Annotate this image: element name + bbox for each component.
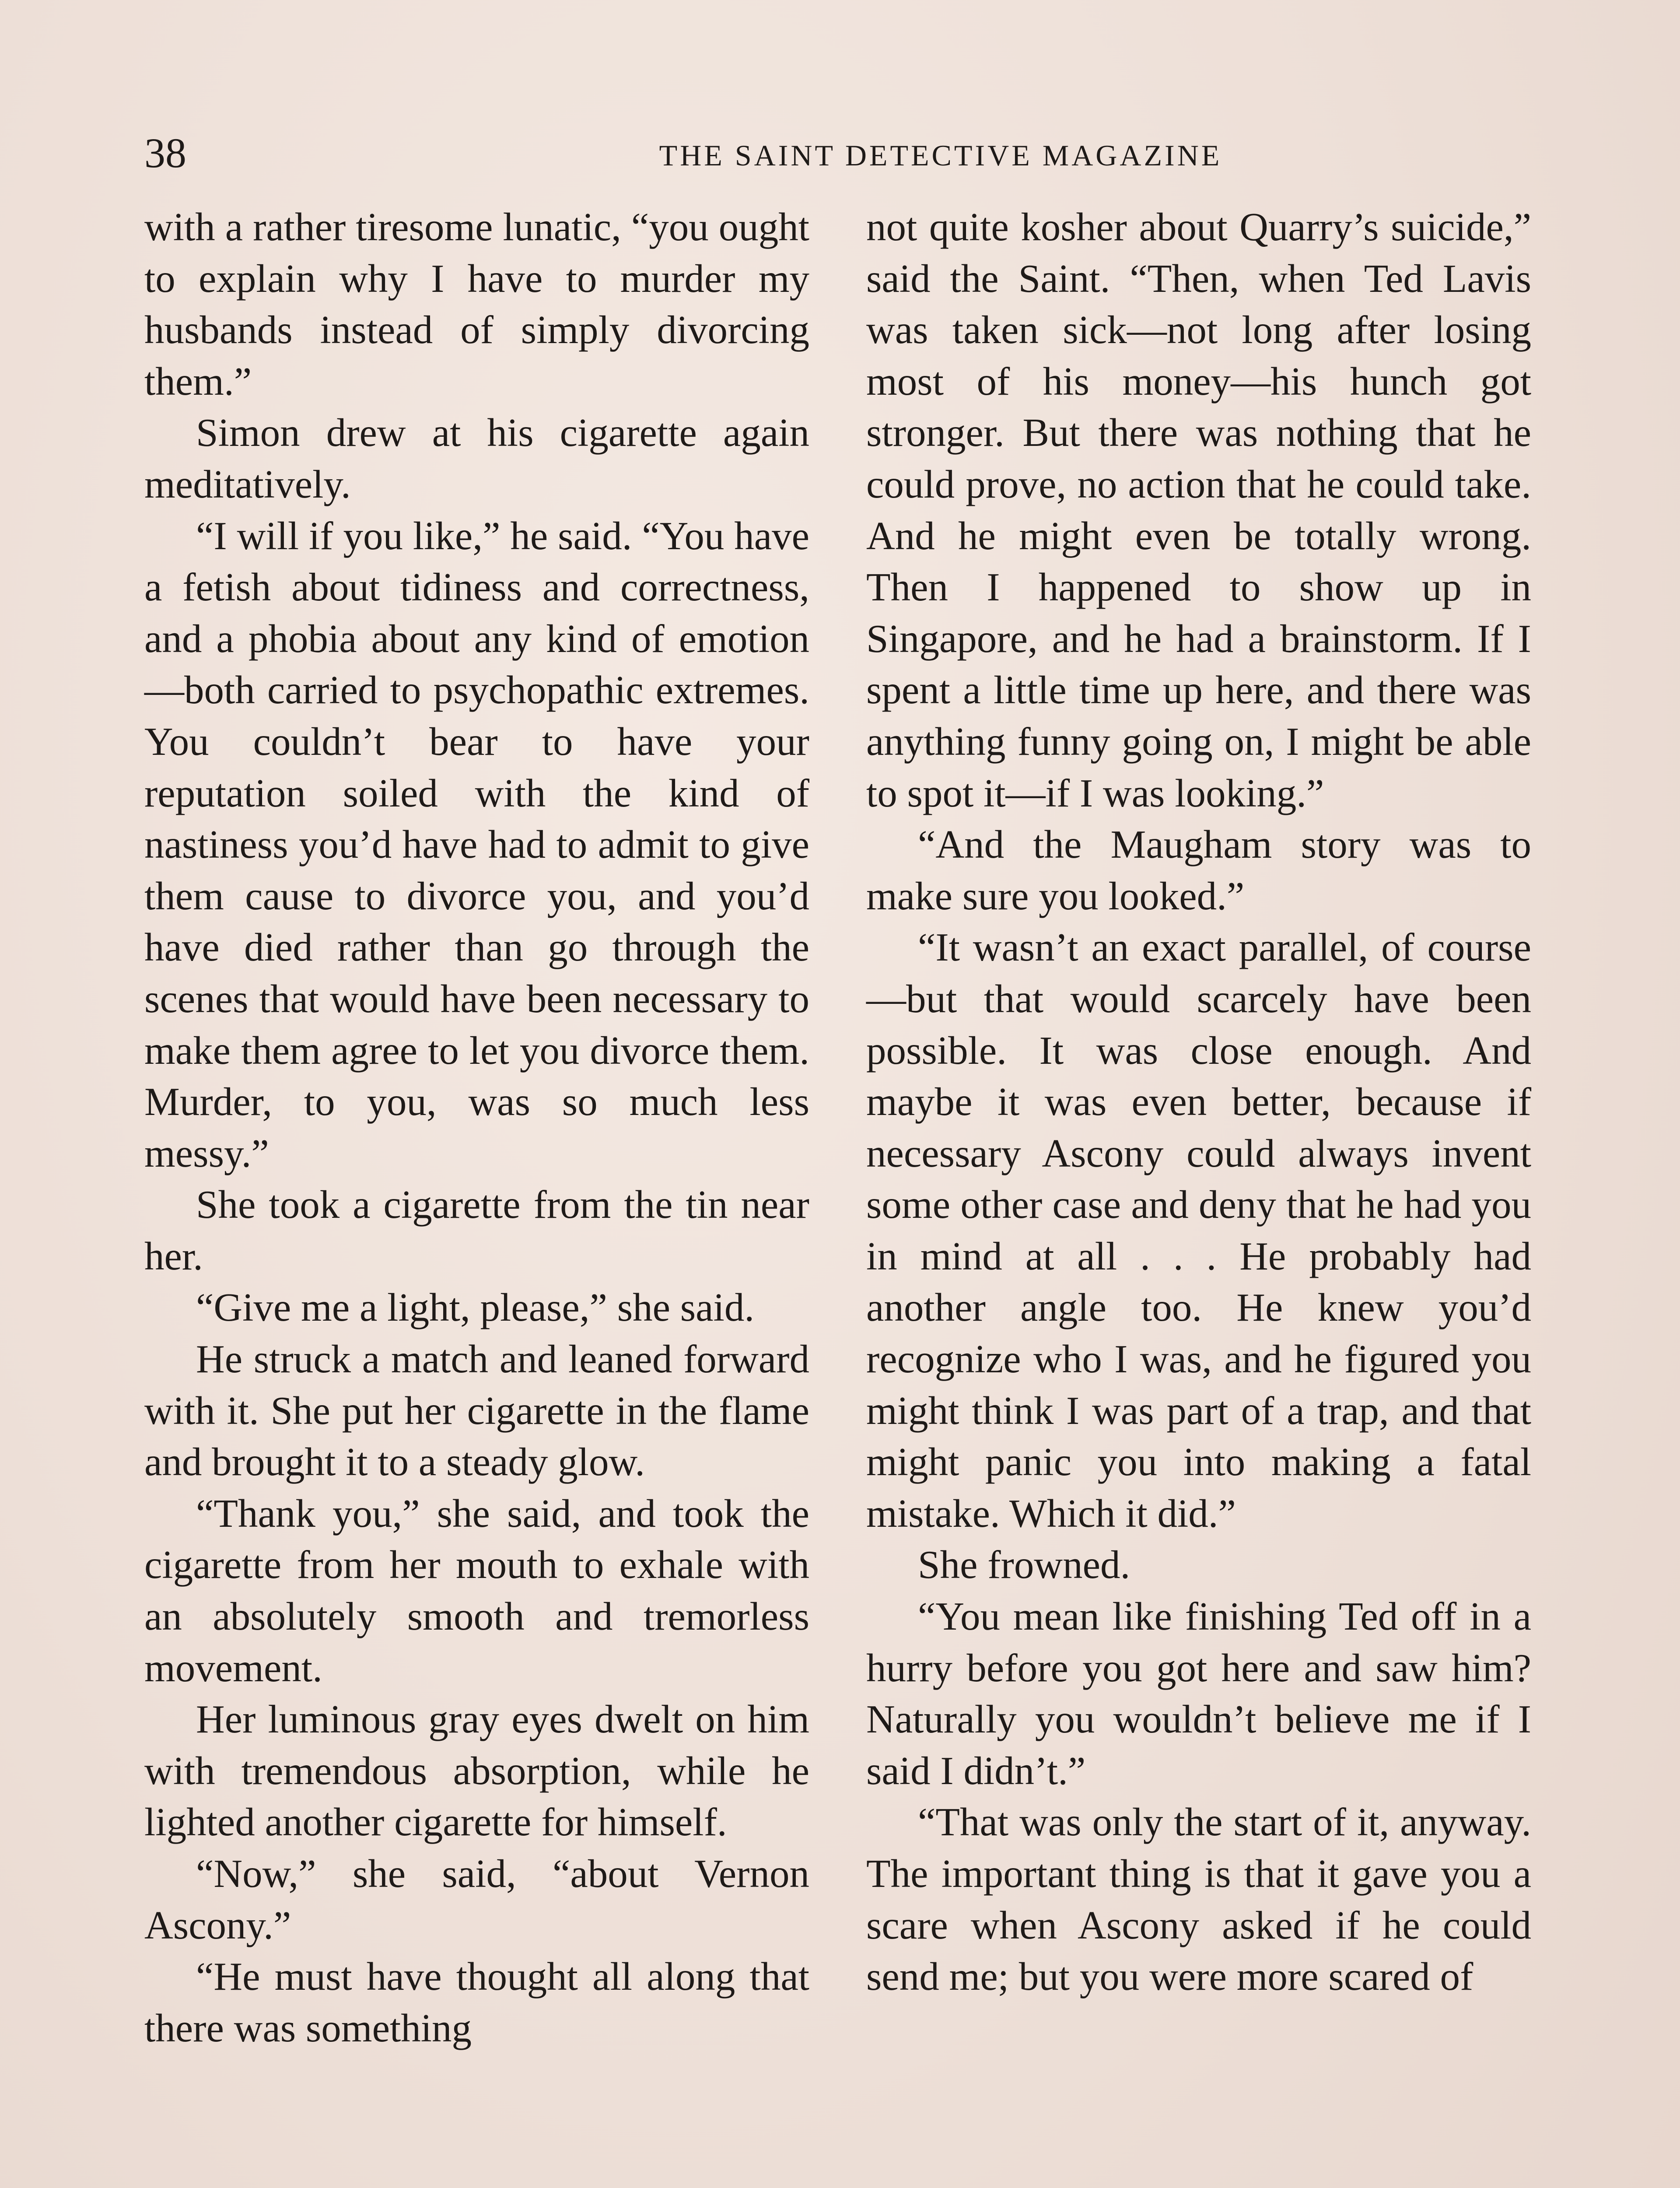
paragraph: “He must have thought all along that there was something xyxy=(144,1954,809,2050)
running-head: THE SAINT DETECTIVE MAGAZINE xyxy=(659,139,1222,172)
paragraph: “It wasn’t an exact parallel, of course—but that would scarcely have been possible. It was close enough. And maybe it was even better, because if necessary Ascony could always invent some other case and deny that he had you in mind at all . . . He probably had another angle too. He knew you’d recognize who I was, and he figured you might think I was part of a trap, and that might panic you into making a fatal mistake. Which it did.” xyxy=(866,925,1531,1536)
paragraph: not quite kosher about Quarry’s suicide,” said the Saint. “Then, when Ted Lavis was taken sick—not long after losing most of his money—his hunch got stronger. But there was nothing that he could prove, no action that he could take. And he might even be totally wrong. Then I happened to show up in Singapore, and he had a brainstorm. If I spent a little time up here, and there was anything funny going on, I might be able to spot it—if I was looking.” xyxy=(866,205,1531,815)
paragraph: Her luminous gray eyes dwelt on him with tremendous absorption, while he lighted another cigarette for himself. xyxy=(144,1697,809,1844)
paragraph: Simon drew at his cigarette again meditatively. xyxy=(144,410,809,506)
right-text-column xyxy=(866,201,1531,2002)
paragraph: with a rather tiresome lunatic, “you ought to explain why I have to murder my husbands instead of simply divorcing them.” xyxy=(144,205,809,403)
paragraph: “You mean like finishing Ted off in a hurry before you got here and saw him? Naturally you wouldn’t believe me if I said I didn’t.” xyxy=(866,1594,1531,1793)
paragraph: “Now,” she said, “about Vernon Ascony.” xyxy=(144,1851,809,1947)
paragraph: She took a cigarette from the tin near her. xyxy=(144,1182,809,1278)
page-number: 38 xyxy=(144,130,186,176)
left-text-column xyxy=(144,201,809,2054)
paragraph: “Give me a light, please,” she said. xyxy=(196,1285,755,1330)
paragraph: “I will if you like,” he said. “You have a fetish about tidiness and correctness, and a phobia about any kind of emotion—both carried to psychopathic extremes. You couldn’t bear to have your reputation soiled with the kind of nastiness you’d have had to admit to give them cause to divorce you, and you’d have died rather than go through the scenes that would have been necessary to make them agree to let you divorce them. Murder, to you, was so much less messy.” xyxy=(144,513,809,1175)
page-header xyxy=(144,127,1544,184)
paragraph: “Thank you,” she said, and took the cigarette from her mouth to exhale with an absolutely smooth and tremorless movement. xyxy=(144,1491,809,1690)
paragraph: “And the Maugham story was to make sure you looked.” xyxy=(866,822,1531,918)
paragraph: She frowned. xyxy=(918,1543,1130,1587)
paragraph: “That was only the start of it, anyway. The important thing is that it gave you a scare when Ascony asked if he could send me; but you were more scared of xyxy=(866,1800,1531,1999)
paragraph: He struck a match and leaned forward with it. She put her cigarette in the flame and brought it to a steady glow. xyxy=(144,1337,809,1484)
